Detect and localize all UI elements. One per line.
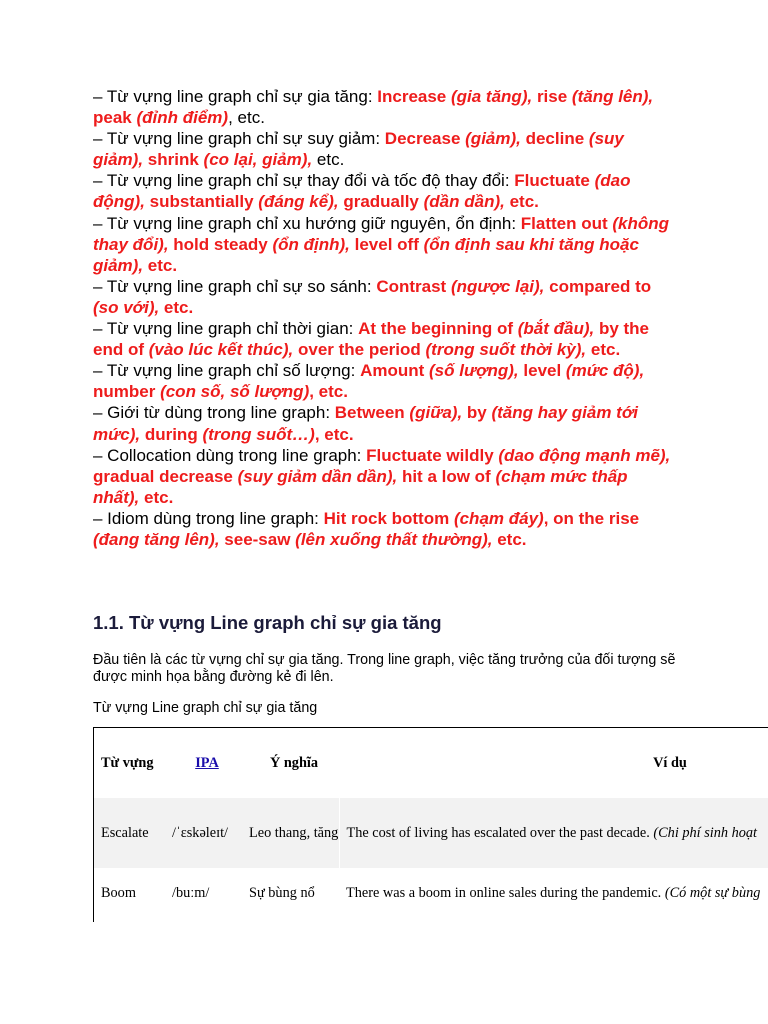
example-en: The cost of living has escalated over the past decade.: [346, 824, 650, 841]
bullet-text: – Idiom dùng trong line graph:: [93, 508, 324, 528]
example-vi: (Có một sự bùng: [664, 884, 761, 901]
vocab-term: level off: [354, 234, 419, 254]
vocab-term: Between: [334, 403, 405, 423]
bullet-text: – Collocation dùng trong line graph:: [93, 445, 367, 465]
vocab-meaning: (gia tăng),: [446, 87, 533, 106]
bullet-text: – Từ vựng line graph chỉ số lượng:: [93, 361, 361, 381]
vocabulary-table: [94, 728, 768, 918]
vocab-term: Amount: [360, 361, 425, 381]
vocab-meaning: (chạm đáy): [449, 508, 544, 528]
vocab-meaning: (co lại, giảm),: [198, 150, 313, 170]
bullet-text: etc.: [312, 150, 345, 170]
vocab-meaning: (mức độ),: [561, 361, 645, 381]
vocabulary-bullet: [93, 445, 673, 508]
vocab-meaning: (dao động mạnh mẽ),: [493, 445, 671, 465]
vocab-term: etc.: [163, 297, 194, 317]
vocab-term: peak: [93, 108, 132, 128]
vocab-term: etc.: [147, 255, 178, 275]
vocab-meaning: (con số, số lượng): [155, 382, 310, 402]
vocab-term: shrink: [147, 150, 199, 170]
vocab-meaning: (đỉnh điểm): [131, 108, 229, 128]
table-header-row: [94, 728, 768, 798]
header-ipa: [165, 728, 242, 798]
table-caption: Từ vựng Line graph chỉ sự gia tăng: [93, 700, 318, 716]
vocab-meaning: (tăng hay giảm tới mức),: [93, 403, 638, 444]
bullet-text: – Từ vựng line graph chỉ sự thay đổi và tốc độ thay đổi:: [93, 171, 515, 191]
vocab-term: Increase: [377, 87, 447, 106]
vocab-meaning: (trong suốt thời kỳ),: [420, 340, 591, 360]
vocab-term: substantially: [149, 192, 254, 212]
vocab-term: hold steady: [173, 234, 268, 254]
vocab-meaning: (lên xuống thất thường),: [290, 529, 498, 549]
bullet-text: – Từ vựng line graph chỉ xu hướng giữ nguyên, ổn định:: [93, 213, 521, 233]
vocab-meaning: (ngược lại),: [446, 276, 550, 296]
vocabulary-bullet: [93, 213, 673, 276]
vocab-term: number: [93, 382, 156, 402]
vocabulary-summary-list: [93, 86, 673, 550]
vocab-meaning: (suy giảm),: [93, 129, 624, 170]
vocab-meaning: (so với),: [93, 297, 164, 317]
vocab-meaning: (tăng lên),: [567, 87, 654, 106]
vocab-term: by the end of: [93, 319, 650, 360]
cell-example: [339, 868, 768, 918]
section-heading: 1.1. Từ vựng Line graph chỉ sự gia tăng: [93, 612, 442, 633]
vocabulary-bullet: [93, 402, 673, 444]
vocab-term: level: [523, 361, 562, 381]
vocabulary-bullet: [93, 318, 673, 360]
vocabulary-bullet: [93, 276, 673, 318]
vocabulary-bullet: [93, 170, 673, 212]
vocab-meaning: (chạm mức thấp nhất),: [93, 466, 628, 507]
vocab-meaning: (vào lúc kết thúc),: [144, 340, 298, 360]
vocab-meaning: (giữa),: [404, 403, 467, 423]
vocab-term: , etc.: [309, 382, 348, 402]
vocab-meaning: (số lượng),: [424, 361, 524, 381]
cell-word: Escalate: [101, 824, 149, 841]
vocab-term: Contrast: [376, 276, 447, 296]
cell-word: Boom: [101, 884, 136, 901]
table-row: [94, 868, 768, 918]
vocab-term: etc.: [509, 192, 539, 212]
bullet-text: – Từ vựng line graph chỉ thời gian:: [93, 319, 359, 339]
vocab-term: by: [466, 403, 487, 423]
vocab-meaning: (giảm),: [460, 129, 526, 149]
cell-example: [339, 798, 768, 868]
vocab-meaning: (đáng kể),: [253, 192, 344, 212]
header-meaning: Ý nghĩa: [269, 754, 319, 771]
vocab-meaning: (dần dần),: [418, 192, 510, 212]
cell-meaning: Sự bùng nổ: [249, 884, 315, 901]
bullet-text: – Giới từ dùng trong line graph:: [93, 403, 335, 423]
vocab-term: hit a low of: [401, 466, 491, 486]
bullet-text: – Từ vựng line graph chỉ sự so sánh:: [93, 276, 377, 296]
vocab-meaning: (suy giảm dần dần),: [232, 466, 402, 486]
vocab-term: etc.: [497, 529, 527, 549]
vocab-term: Decrease: [384, 129, 461, 149]
example-en: There was a boom in online sales during the pandemic.: [346, 884, 662, 901]
vocab-term: rise: [532, 87, 568, 106]
vocab-meaning: (trong suốt…): [197, 424, 315, 444]
vocab-term: etc.: [144, 487, 174, 507]
vocab-term: over the period: [297, 340, 421, 360]
vocab-meaning: (không thay đổi),: [93, 213, 670, 254]
vocab-term: Hit rock bottom: [323, 508, 450, 528]
vocab-term: , on the rise: [543, 508, 640, 528]
vocabulary-bullet: [93, 128, 673, 170]
vocab-meaning: (bắt đầu),: [513, 319, 599, 339]
vocab-term: compared to: [549, 276, 652, 296]
vocabulary-table-container: [93, 727, 768, 922]
vocab-term: Fluctuate wildly: [366, 445, 494, 465]
vocab-meaning: (dao động),: [93, 171, 631, 212]
vocab-meaning: (đang tăng lên),: [93, 529, 225, 549]
vocab-term: decline: [525, 129, 585, 149]
example-vi: (Chi phí sinh hoạt: [653, 824, 758, 841]
vocab-meaning: (ổn định sau khi tăng hoặc giảm),: [93, 234, 639, 275]
vocabulary-bullet: [93, 360, 673, 402]
vocab-term: gradual decrease: [93, 466, 233, 486]
header-word: Từ vựng: [101, 754, 154, 771]
ipa-link[interactable]: IPA: [195, 754, 219, 771]
vocab-meaning: (ổn định),: [267, 234, 355, 254]
vocab-term: gradually: [343, 192, 419, 212]
vocab-term: Fluctuate: [514, 171, 590, 191]
table-row: [94, 798, 768, 868]
vocabulary-bullet: [93, 508, 673, 550]
vocab-term: Flatten out: [520, 213, 608, 233]
cell-meaning: Leo thang, tăng: [249, 824, 339, 841]
vocab-term: during: [144, 424, 198, 444]
vocab-term: etc.: [590, 340, 621, 360]
vocab-term: see-saw: [224, 529, 291, 549]
cell-ipa: /ˈɛskəleɪt/: [172, 824, 229, 841]
vocab-term: , etc.: [314, 424, 354, 444]
bullet-text: , etc.: [228, 108, 265, 128]
vocab-term: At the beginning of: [358, 319, 513, 339]
bullet-text: – Từ vựng line graph chỉ sự gia tăng:: [93, 87, 378, 106]
vocabulary-bullet: [93, 86, 673, 128]
bullet-text: – Từ vựng line graph chỉ sự suy giảm:: [93, 129, 385, 149]
section-intro: Đầu tiên là các từ vựng chỉ sự gia tăng. Trong line graph, việc tăng trưởng của đối tượng sẽ được minh họa bằng đường kẻ đi lên.: [93, 652, 676, 685]
header-example: Ví dụ: [653, 754, 687, 771]
cell-ipa: /buːm/: [172, 884, 210, 901]
